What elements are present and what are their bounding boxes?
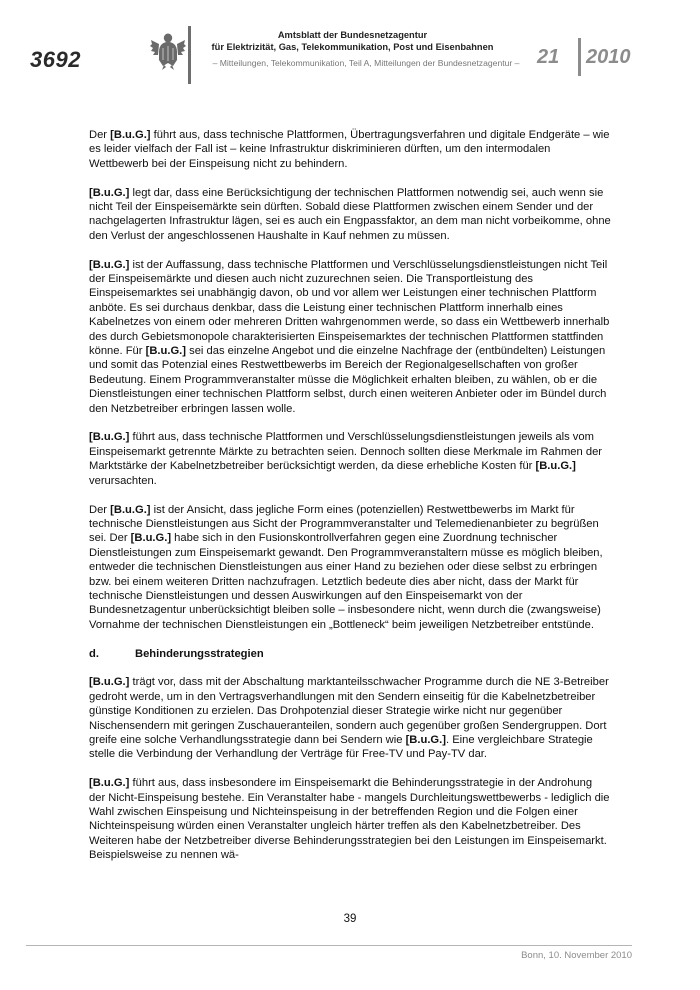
text-run: führt aus, dass technische Plattformen, Übertragungsverfahren und digitale Endgeräte – wie es leider vielfach der Fall ist – keine Infrastruktur diskriminieren dürften, um den intermodalen Wettbewerb bei der Einspeisung nicht zu behindern.	[89, 129, 610, 170]
redacted-name: [B.u.G.]	[89, 258, 130, 271]
footer-divider	[26, 945, 632, 946]
redacted-name: [B.u.G.]	[110, 129, 151, 141]
text-run: führt aus, dass insbesondere im Einspeisemarkt die Behinderungsstrategie in der Androhung der Nicht-Einspeisung bestehe. Ein Veranstalter habe - mangels Durchleitungswettbewerbs - lediglich die Wahl zwischen Einspeisung und Nichteinspeisung in der betreffenden Region und die Folgen einer Nichteinspeisung würden einen Veranstalter ungleich härter treffen als den Kabelnetzbetreiber. Des Weiteren habe der Netzbetreiber diverse Behinderungsstrategien bei den Leistungen im Einspeisemarkt. Beispielsweise zu nennen wä-	[89, 777, 610, 862]
paragraph-5	[89, 503, 611, 633]
section-heading	[89, 647, 611, 661]
paragraph-1	[89, 128, 611, 171]
section-number: d.	[89, 647, 99, 660]
gazette-title-line2: für Elektrizität, Gas, Telekommunikation, Post und Eisenbahnen	[211, 41, 494, 52]
redacted-name: [B.u.G.]	[130, 532, 172, 545]
text-run: legt dar, dass eine Berücksichtigung der technischen Plattformen notwendig sei, auch wenn sie nicht Teil der Einspeisemärkte sein dürften. Sobald diese Plattformen zwischen einem Sender und der nachgelagerten Infrastruktur lägen, sei es auch ein Engpassfaktor, an dem man nicht vorbeikomme, ohne den Verlust der angeschlossenen Haushalte in Kauf nehmen zu müssen.	[89, 186, 611, 242]
text-run: trägt vor, dass mit der Abschaltung marktanteilsschwacher Programme durch die NE 3-Betreiber gedroht werde, um in den Vertragsverhandlungen mit den Sendern einseitig für die Kabelnetzbetreiber günstige Konditionen zu erzielen. Das Drohpotenzial dieser Strategie wirke nicht nur gegenüber Nischensendern mit geringen Zuschaueranteilen, sondern auch gegenüber großen Sendergruppen. Dort greife eine solche Verhandlungsstrategie dann bei Sendern wie	[89, 676, 609, 746]
gazette-subtitle: – Mitteilungen, Telekommunikation, Teil A, Mitteilungen der Bundesnetzagentur –	[212, 58, 520, 68]
text-run: sei das einzelne Angebot und die einzelne Nachfrage der (entbündelten) Leistungen und somit das Potenzial eines Restwettbewerbs im Bereich der Regionalgesellschaften von großer Bedeutung. Einem Programmveranstalter müsse die Möglichkeit erhalten bleiben, zu wählen, ob er die Dienstleistungen einer technischen Plattform selbst, durch einen weiteren Anbieter oder im Bündel durch den Netzbetreiber erbringen lassen wolle.	[89, 345, 607, 415]
redacted-name: [B.u.G.]	[535, 460, 576, 473]
issue-year: 2010	[586, 46, 631, 68]
paragraph-7	[89, 776, 611, 862]
section-title: Behinderungsstrategien	[135, 647, 264, 660]
gazette-title	[205, 30, 500, 53]
paragraph-4	[89, 430, 611, 488]
text-run: Der	[89, 129, 111, 141]
text-run: verursachten.	[89, 474, 157, 487]
redacted-name: [B.u.G.]	[89, 431, 130, 444]
redacted-name: [B.u.G.]	[110, 503, 151, 516]
redacted-name: [B.u.G.]	[89, 186, 130, 199]
gazette-title-line1: Amtsblatt der Bundesnetzagentur	[277, 30, 428, 40]
redacted-name: [B.u.G.]	[405, 733, 446, 746]
redacted-name: [B.u.G.]	[89, 676, 130, 689]
footer-date: Bonn, 10. November 2010	[521, 950, 632, 961]
redacted-name: [B.u.G.]	[89, 777, 130, 790]
redacted-name: [B.u.G.]	[145, 345, 186, 358]
federal-eagle-icon	[150, 30, 186, 70]
document-body	[89, 128, 611, 877]
text-run: habe sich in den Fusionskontrollverfahren gegen eine Zuordnung technischer Dienstleistungen zum Einspeisemarkt gewandt. Den Programmveranstaltern müsse es möglich bleiben, entweder die technischen Dienstleistungen aus einer Hand zu beziehen oder diese selbst zu erbringen bzw. bei einem weiteren Dritten nachzufragen. Letztlich bedeute dies aber nicht, dass der Markt für technische Dienstleistungen und dessen Auswirkungen auf den Einspeisemarkt von der Bundesnetzagentur unberücksichtigt bleiben solle – insbesondere nicht, wenn durch die (zwangsweise) Vornahme der technischen Dienstleistungen ein „Bottleneck“ beim jeweiligen Netzbetreiber entstünde.	[89, 532, 603, 631]
text-run: führt aus, dass technische Plattformen und Verschlüsselungsdienstleistungen jeweils als vom Einspeisemarkt getrennte Märkte zu betrachten seien. Dennoch sollten diese Merkmale im Rahmen der Marktstärke der Kabelnetzbetreiber berücksichtigt werden, da diese erhebliche Kosten für	[89, 431, 603, 473]
issue-divider	[578, 38, 581, 76]
text-run: ist der Auffassung, dass technische Plattformen und Verschlüsselungsdienstleistungen nicht Teil der Einspeisemärkte und diesen auch nicht zuzurechnen seien. Die Transportleistung des Einspeisemarktes sei unabhängig davon, ob und vor allem wer Leistungen einer technischen Plattform anböte. Es sei durchaus denkbar, dass die Leistung einer technischen Plattform innerhalb eines Kabelnetzes von einem oder mehreren Dritten wahrgenommen werde, so dass ein Wettbewerb innerhalb des durch Gebietsmonopole charakterisierten Einspeisemarktes der technischen Plattformen stattfinden könne. Für	[89, 258, 610, 358]
text-run: Der	[89, 503, 111, 516]
issue-number: 21	[537, 46, 560, 68]
paragraph-6	[89, 675, 611, 761]
paragraph-3	[89, 258, 611, 416]
paragraph-2	[89, 186, 611, 244]
footer-page-number: 39	[343, 913, 357, 925]
page-header	[0, 0, 700, 95]
header-divider	[188, 26, 191, 84]
page-number: 3692	[30, 47, 81, 72]
text-run: ist der Ansicht, dass jegliche Form eines (potenziellen) Restwettbewerbs im Markt für technische Dienstleistungen aus Sicht der Programmveranstalter und Telemedienanbieter zu begrüßen sei. Der	[89, 503, 599, 545]
text-run: . Eine vergleichbare Strategie stelle die Verbindung der Verhandlung der Verträge für Free-TV und Pay-TV dar.	[89, 733, 593, 761]
